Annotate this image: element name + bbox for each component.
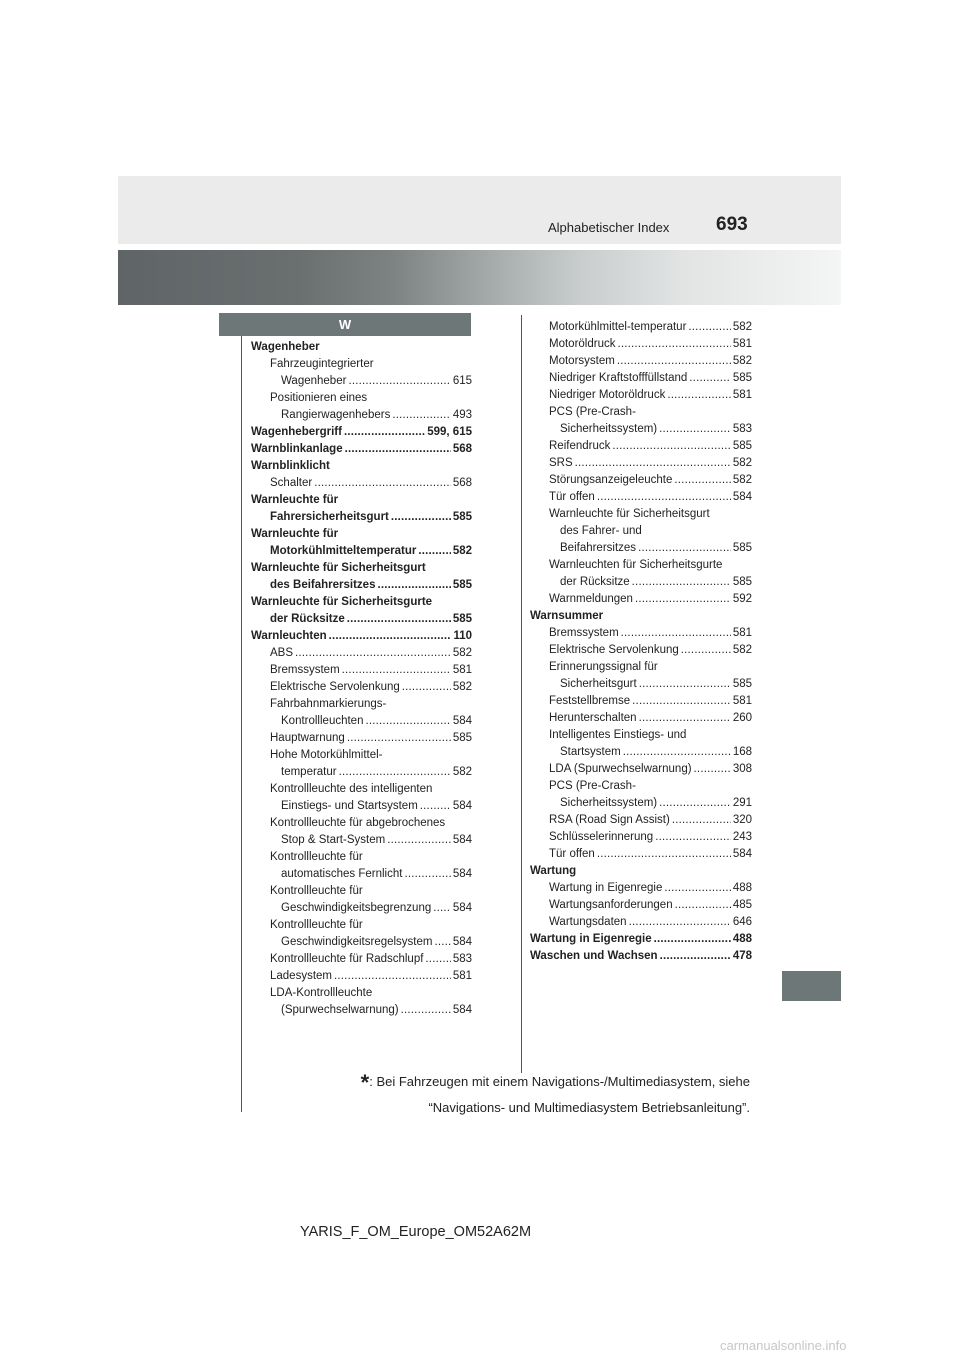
index-entry-page: 585: [732, 440, 752, 452]
index-entry-page: 243: [732, 831, 752, 843]
index-entry-label: Rangierwagenhebers: [281, 409, 391, 421]
index-entry-label: Schalter: [270, 477, 313, 489]
index-entry-label: Kontrollleuchte des intelligenten: [270, 783, 433, 795]
index-entry: [530, 421, 752, 438]
index-entry-label: Wagenheber: [251, 341, 320, 353]
dot-leader: [418, 543, 450, 560]
index-entry-label: Warnleuchte für Sicherheitsgurt: [549, 508, 710, 520]
index-entry: [251, 832, 472, 849]
index-entry-page: 568: [452, 477, 472, 489]
index-entry-page: 260: [732, 712, 752, 724]
index-entry-label: Tür offen: [549, 848, 595, 860]
index-entry: [251, 560, 472, 577]
dot-leader: [632, 693, 731, 710]
column-divider-middle: [521, 315, 522, 1073]
index-entry: [251, 543, 472, 560]
index-entry-label: Kontrollleuchte für abgebrochenes: [270, 817, 446, 829]
index-entry: [530, 591, 752, 608]
index-column-left: [251, 339, 472, 1019]
index-entry-page: 585: [732, 372, 752, 384]
index-entry: [530, 455, 752, 472]
index-entry-label: Wartung in Eigenregie: [530, 933, 652, 945]
watermark: carmanualsonline.info: [720, 1338, 847, 1353]
index-entry-page: 320: [732, 814, 752, 826]
index-entry-label: Warnblinklicht: [251, 460, 330, 472]
index-entry-page: 584: [452, 1004, 472, 1016]
index-entry: [530, 659, 752, 676]
index-entry-label: Wagenheber: [281, 375, 347, 387]
index-entry: [251, 458, 472, 475]
index-entry-label: Sicherheitssystem): [560, 797, 658, 809]
footnote: [338, 1069, 750, 1120]
dot-leader: [659, 421, 731, 438]
index-entry-label: Niedriger Motoröldruck: [549, 389, 666, 401]
index-entry-label: Motorkühlmittel-temperatur: [549, 321, 687, 333]
dot-leader: [433, 900, 451, 917]
index-entry: [530, 778, 752, 795]
dot-leader: [387, 832, 451, 849]
index-entry: [530, 574, 752, 591]
index-entry: [530, 319, 752, 336]
index-entry-label: Fahrzeugintegrierter: [270, 358, 374, 370]
index-entry: [530, 540, 752, 557]
index-entry: [251, 696, 472, 713]
index-entry: [251, 526, 472, 543]
index-entry-page: 488: [732, 933, 752, 945]
index-entry-label: des Beifahrersitzes: [270, 579, 376, 591]
index-entry: [251, 985, 472, 1002]
dot-leader: [694, 761, 731, 778]
dot-leader: [391, 509, 451, 526]
dot-leader: [660, 948, 731, 965]
index-entry: [251, 662, 472, 679]
dot-leader: [347, 611, 451, 628]
index-entry: [251, 713, 472, 730]
index-entry: [251, 951, 472, 968]
index-entry: [530, 710, 752, 727]
dot-leader: [347, 730, 451, 747]
dot-leader: [674, 472, 730, 489]
index-entry: [530, 625, 752, 642]
dot-leader: [348, 373, 450, 390]
index-entry-label: Stop & Start-System: [281, 834, 386, 846]
index-entry-label: Startsystem: [560, 746, 621, 758]
dot-leader: [402, 679, 451, 696]
index-entry: [530, 693, 752, 710]
index-entry: [251, 849, 472, 866]
index-entry-label: Warnsummer: [530, 610, 604, 622]
index-entry-page: 493: [452, 409, 472, 421]
index-entry-page: 582: [452, 681, 472, 693]
index-entry: [251, 373, 472, 390]
index-entry-page: 584: [452, 902, 472, 914]
index-entry-label: Sicherheitssystem): [560, 423, 658, 435]
index-entry: [251, 679, 472, 696]
dot-leader: [654, 931, 731, 948]
dot-leader: [623, 744, 731, 761]
index-entry: [530, 846, 752, 863]
index-entry-label: Hauptwarnung: [270, 732, 345, 744]
index-entry: [530, 353, 752, 370]
index-entry: [251, 339, 472, 356]
dot-leader: [638, 540, 731, 557]
index-entry-page: 581: [452, 970, 472, 982]
index-entry-label: Warnleuchte für: [251, 494, 339, 506]
index-entry: [530, 404, 752, 421]
index-entry: [251, 645, 472, 662]
index-entry-page: 582: [732, 355, 752, 367]
index-entry-page: 584: [452, 868, 472, 880]
index-entry: [251, 407, 472, 424]
dot-leader: [688, 319, 730, 336]
index-entry-page: 110: [453, 630, 472, 642]
index-column-right: [530, 319, 752, 965]
index-entry: [530, 676, 752, 693]
index-entry: [251, 934, 472, 951]
index-entry-page: 583: [452, 953, 472, 965]
index-entry-page: 585: [732, 678, 752, 690]
index-entry-label: Waschen und Wachsen: [530, 950, 658, 962]
index-entry-label: automatisches Fernlicht: [281, 868, 403, 880]
index-entry: [251, 764, 472, 781]
index-entry-page: 308: [732, 763, 752, 775]
index-entry: [530, 438, 752, 455]
index-letter-heading: W: [219, 313, 471, 336]
index-entry-label: Warnleuchte für Sicherheitsgurte: [251, 596, 433, 608]
index-entry-label: Intelligentes Einstiegs- und: [549, 729, 687, 741]
index-entry-label: Geschwindigkeitsregelsystem: [281, 936, 433, 948]
index-entry-page: 581: [732, 627, 752, 639]
index-entry-label: LDA (Spurwechselwarnung): [549, 763, 692, 775]
dot-leader: [635, 591, 731, 608]
index-entry-label: PCS (Pre-Crash-: [549, 780, 636, 792]
index-entry: [530, 897, 752, 914]
index-entry-label: Niedriger Kraftstofffüllstand: [549, 372, 688, 384]
dot-leader: [681, 642, 731, 659]
index-entry-page: 599, 615: [427, 426, 472, 438]
index-entry-label: Reifendruck: [549, 440, 611, 452]
dot-leader: [434, 934, 450, 951]
dot-leader: [404, 866, 450, 883]
index-entry-label: Warnleuchten: [251, 630, 327, 642]
index-entry-label: SRS: [549, 457, 573, 469]
index-entry: [530, 812, 752, 829]
index-entry: [530, 880, 752, 897]
index-entry-page: 581: [732, 389, 752, 401]
index-entry-label: Wagenhebergriff: [251, 426, 342, 438]
index-entry: [530, 727, 752, 744]
index-entry-label: Warnleuchte für Sicherheitsgurt: [251, 562, 426, 574]
index-entry-page: 585: [732, 576, 752, 588]
index-entry-label: Bremssystem: [549, 627, 619, 639]
index-entry-label: Hohe Motorkühlmittel-: [270, 749, 383, 761]
index-entry-label: der Rücksitze: [270, 613, 345, 625]
document-id: YARIS_F_OM_Europe_OM52A62M: [300, 1224, 532, 1240]
index-entry: [530, 489, 752, 506]
index-entry: [251, 815, 472, 832]
index-entry: [530, 914, 752, 931]
dot-leader: [629, 914, 731, 931]
dot-leader: [401, 1002, 451, 1019]
index-entry-label: Kontrollleuchte für: [270, 919, 363, 931]
index-entry-page: 581: [452, 664, 472, 676]
dot-leader: [617, 336, 730, 353]
dot-leader: [344, 424, 425, 441]
index-entry: [530, 948, 752, 965]
index-entry-page: 585: [452, 579, 472, 591]
dot-leader: [420, 798, 451, 815]
index-entry-label: Herunterschalten: [549, 712, 637, 724]
index-entry-page: 592: [732, 593, 752, 605]
index-entry-page: 488: [732, 882, 752, 894]
index-entry-label: Warnblinkanlage: [251, 443, 343, 455]
index-entry-label: Kontrollleuchte für: [270, 851, 363, 863]
dot-leader: [295, 645, 451, 662]
index-entry-page: 584: [732, 848, 752, 860]
index-entry: [251, 781, 472, 798]
index-entry: [251, 424, 472, 441]
index-entry-label: Wartungsdaten: [549, 916, 627, 928]
index-entry-page: 582: [452, 766, 472, 778]
index-entry: [530, 863, 752, 880]
index-entry-label: Beifahrersitzes: [560, 542, 637, 554]
index-entry-label: Wartung in Eigenregie: [549, 882, 663, 894]
dot-leader: [342, 662, 451, 679]
index-entry-page: 584: [452, 834, 472, 846]
index-entry-label: Motorkühlmitteltemperatur: [270, 545, 417, 557]
dot-leader: [339, 764, 451, 781]
section-thumb-tab: [782, 971, 841, 1001]
index-entry-page: 582: [452, 647, 472, 659]
index-entry-page: 581: [732, 338, 752, 350]
index-entry-label: der Rücksitze: [560, 576, 630, 588]
index-entry: [530, 744, 752, 761]
index-entry-page: 585: [452, 732, 472, 744]
footnote-line-1: [338, 1069, 750, 1095]
index-entry-page: 583: [732, 423, 752, 435]
index-entry-page: 582: [732, 644, 752, 656]
index-entry-label: Elektrische Servolenkung: [549, 644, 679, 656]
index-entry-label: RSA (Road Sign Assist): [549, 814, 670, 826]
index-entry-page: 478: [732, 950, 752, 962]
footnote-text-1: : Bei Fahrzeugen mit einem Navigations-/Multimediasystem, siehe: [369, 1074, 750, 1089]
index-entry: [530, 608, 752, 625]
index-entry: [251, 1002, 472, 1019]
index-entry-label: Kontrollleuchte für Radschlupf: [270, 953, 424, 965]
index-entry-page: 585: [732, 542, 752, 554]
dot-leader: [675, 897, 731, 914]
index-entry-label: Tür offen: [549, 491, 595, 503]
index-entry-page: 582: [452, 545, 472, 557]
section-title: Alphabetischer Index: [548, 220, 670, 235]
dot-leader: [365, 713, 450, 730]
dot-leader: [612, 438, 730, 455]
index-entry-page: 582: [732, 321, 752, 333]
index-entry: [251, 968, 472, 985]
index-entry-label: Motorsystem: [549, 355, 615, 367]
index-entry-page: 568: [452, 443, 472, 455]
index-entry-label: Wartungsanforderungen: [549, 899, 673, 911]
dot-leader: [597, 846, 731, 863]
dot-leader: [672, 812, 731, 829]
index-entry: [530, 387, 752, 404]
index-entry: [251, 628, 472, 645]
index-entry-page: 585: [452, 511, 472, 523]
dot-leader: [425, 951, 450, 968]
index-entry: [530, 557, 752, 574]
dot-leader: [632, 574, 731, 591]
index-entry-page: 582: [732, 457, 752, 469]
index-entry: [251, 577, 472, 594]
index-entry: [530, 472, 752, 489]
index-entry: [530, 336, 752, 353]
index-entry: [530, 523, 752, 540]
index-entry-label: ABS: [270, 647, 294, 659]
index-entry-page: 584: [732, 491, 752, 503]
index-entry-label: (Spurwechselwarnung): [281, 1004, 399, 1016]
index-entry: [251, 390, 472, 407]
dot-leader: [689, 370, 731, 387]
index-entry: [530, 761, 752, 778]
index-entry-label: Geschwindigkeitsbegrenzung: [281, 902, 432, 914]
index-entry: [530, 370, 752, 387]
index-entry: [251, 611, 472, 628]
index-entry-page: 585: [452, 613, 472, 625]
index-entry-label: des Fahrer- und: [560, 525, 642, 537]
index-entry-label: Feststellbremse: [549, 695, 631, 707]
index-entry: [251, 866, 472, 883]
index-entry: [251, 900, 472, 917]
dot-leader: [392, 407, 450, 424]
index-entry-label: Wartung: [530, 865, 577, 877]
index-entry-label: Motoröldruck: [549, 338, 616, 350]
index-entry-label: Einstiegs- und Startsystem: [281, 800, 418, 812]
dot-leader: [329, 628, 452, 645]
index-entry-page: 291: [732, 797, 752, 809]
dot-leader: [377, 577, 450, 594]
index-entry: [530, 506, 752, 523]
dot-leader: [659, 795, 731, 812]
header-gradient-band: [118, 250, 841, 305]
dot-leader: [664, 880, 730, 897]
index-entry-label: Warnleuchte für: [251, 528, 339, 540]
dot-leader: [621, 625, 731, 642]
index-entry: [530, 795, 752, 812]
index-entry: [251, 475, 472, 492]
index-entry-label: Ladesystem: [270, 970, 333, 982]
index-entry-page: 582: [732, 474, 752, 486]
index-entry-label: Fahrbahnmarkierungs-: [270, 698, 387, 710]
index-entry-page: 646: [732, 916, 752, 928]
index-entry: [251, 509, 472, 526]
index-entry: [530, 829, 752, 846]
dot-leader: [639, 676, 731, 693]
index-entry-label: Erinnerungssignal für: [549, 661, 658, 673]
index-entry-label: Warnmeldungen: [549, 593, 633, 605]
index-entry: [251, 441, 472, 458]
index-entry-label: Störungsanzeigeleuchte: [549, 474, 673, 486]
dot-leader: [617, 353, 731, 370]
index-entry: [251, 730, 472, 747]
dot-leader: [345, 441, 451, 458]
index-entry: [251, 356, 472, 373]
index-entry-label: Kontrollleuchten: [281, 715, 364, 727]
index-entry-page: 485: [732, 899, 752, 911]
dot-leader: [667, 387, 730, 404]
dot-leader: [655, 829, 731, 846]
index-entry-label: Sicherheitsgurt: [560, 678, 637, 690]
index-entry: [251, 883, 472, 900]
column-divider-left: [241, 336, 242, 1112]
index-entry-label: Schlüsselerinnerung: [549, 831, 654, 843]
index-entry-label: temperatur: [281, 766, 337, 778]
index-entry-page: 584: [452, 936, 472, 948]
index-entry-page: 581: [732, 695, 752, 707]
index-entry-label: Positionieren eines: [270, 392, 368, 404]
index-entry-label: Kontrollleuchte für: [270, 885, 363, 897]
index-entry-label: PCS (Pre-Crash-: [549, 406, 636, 418]
index-entry-page: 168: [732, 746, 752, 758]
index-entry: [251, 917, 472, 934]
dot-leader: [597, 489, 731, 506]
index-entry-label: Elektrische Servolenkung: [270, 681, 400, 693]
index-entry: [251, 492, 472, 509]
index-entry: [251, 594, 472, 611]
index-entry: [251, 798, 472, 815]
footnote-marker: *: [360, 1070, 370, 1095]
page-number: 693: [716, 214, 748, 235]
index-entry-page: 584: [452, 715, 472, 727]
index-entry-label: Bremssystem: [270, 664, 340, 676]
index-entry: [251, 747, 472, 764]
index-entry-label: Warnleuchten für Sicherheitsgurte: [549, 559, 723, 571]
index-entry-page: 615: [452, 375, 472, 387]
index-entry-page: 584: [452, 800, 472, 812]
dot-leader: [314, 475, 451, 492]
index-entry-label: LDA-Kontrollleuchte: [270, 987, 373, 999]
index-entry: [530, 642, 752, 659]
footnote-text-2: “Navigations- und Multimediasystem Betriebsanleitung”.: [428, 1100, 750, 1115]
index-entry: [530, 931, 752, 948]
dot-leader: [639, 710, 731, 727]
dot-leader: [575, 455, 731, 472]
dot-leader: [334, 968, 451, 985]
index-entry-label: Fahrersicherheitsgurt: [270, 511, 389, 523]
